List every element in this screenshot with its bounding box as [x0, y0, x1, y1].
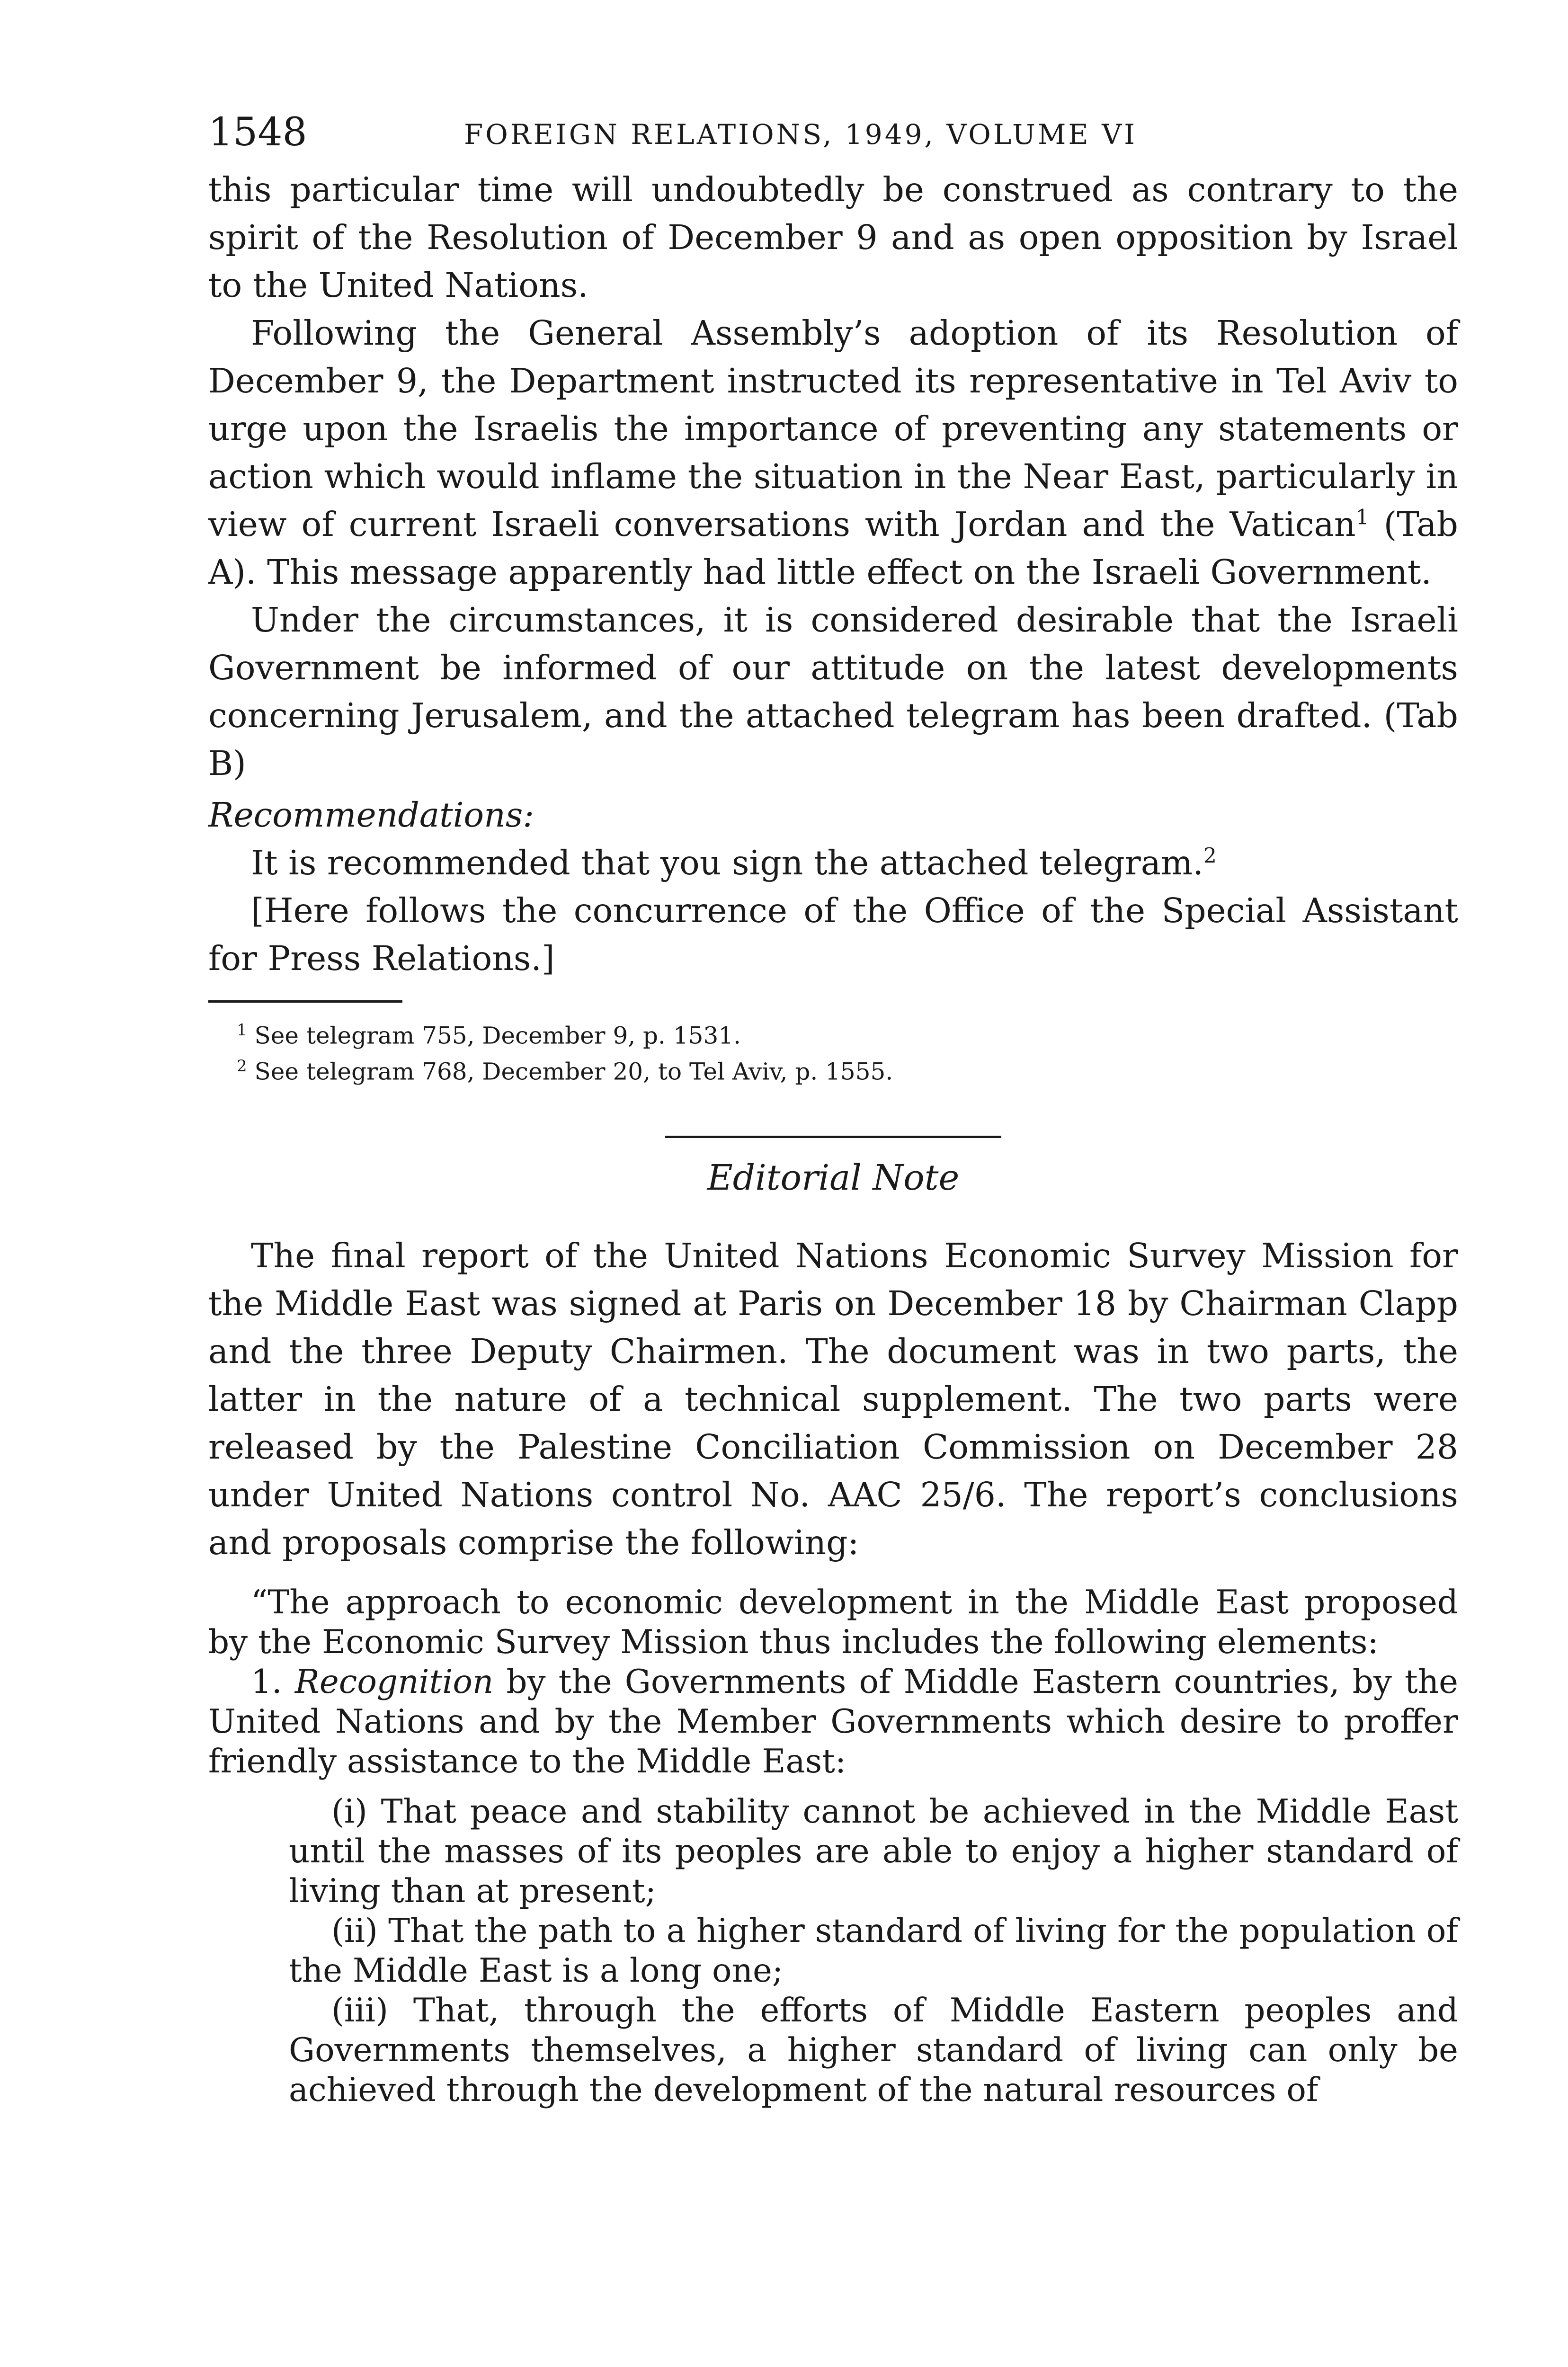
- recommendation-text: It is recommended that you sign the attached telegram.: [251, 843, 1203, 882]
- footnotes: [208, 1015, 1458, 1086]
- editorial-note-title: Editorial Note: [707, 1157, 960, 1199]
- section-divider: [665, 1136, 1001, 1138]
- footnote-marker: 1: [237, 1021, 247, 1040]
- concurrence-note: [Here follows the concurrence of the Office of the Special Assistant for Press Relations.]: [208, 891, 1458, 978]
- footnote-text: See telegram 755, December 9, p. 1531.: [254, 1022, 741, 1050]
- list-item: (i) That peace and stability cannot be achieved in the Middle East until the masses of its peoples are able to enjoy a higher standard of living than at present;: [289, 1793, 1458, 1911]
- running-head: FOREIGN RELATIONS, 1949, VOLUME VI: [464, 118, 1137, 151]
- document-page: [208, 109, 1458, 2110]
- point-1: [208, 1662, 1458, 1781]
- point-italic-term: Recognition: [294, 1663, 494, 1701]
- list-item: (iii) That, through the efforts of Middle Eastern peoples and Governments themselves, a higher standard of living can only be achieved through the development of the natural resources of: [289, 1992, 1458, 2109]
- paragraph-text: Following the General Assembly’s adoption of its Resolution of December 9, the Department instructed its representative in Tel Aviv to urge upon the Israelis the importance of preventing any statements or action which would inflame the situation in the Near East, particularly in view of current Israeli conversations with Jordan and the Vatican: [208, 313, 1458, 544]
- paragraph-tel-aviv-instruction: [208, 309, 1458, 596]
- quote-lead: “The approach to economic development in the Middle East proposed by the Economic Survey Mission thus includes the following elements:: [208, 1584, 1458, 1662]
- page-header: [208, 109, 1458, 161]
- paragraph-text: (Tab A). This message apparently had little effect on the Israeli Government.: [208, 505, 1458, 592]
- footnote-ref-1: 1: [1355, 505, 1369, 530]
- quoted-report: [208, 1583, 1458, 2110]
- point-text: by the Governments of Middle Eastern countries, by the United Nations and by the Member Governments which desire to proffer friendly assistance to the Middle East:: [208, 1663, 1458, 1781]
- editorial-note-intro: The final report of the United Nations Economic Survey Mission for the Middle East was signed at Paris on December 18 by Chairman Clapp and the three Deputy Chairmen. The document was in two parts, the latter in the nature of a technical supplement. The two parts were released by the Palestine Conciliation Commission on December 28 under United Nations control No. AAC 25/6. The report’s conclusions and proposals comprise the following:: [208, 1236, 1458, 1563]
- footnote-2: [208, 1051, 1458, 1087]
- footnote-1: [208, 1015, 1458, 1051]
- recommendation-paragraph: [208, 839, 1458, 887]
- footnote-divider: [208, 1000, 402, 1003]
- footnote-text: See telegram 768, December 20, to Tel Aviv, p. 1555.: [254, 1058, 893, 1086]
- spacer: [208, 1781, 1458, 1792]
- footnote-marker: 2: [237, 1056, 247, 1076]
- footnote-ref-2: 2: [1203, 844, 1217, 868]
- spacer: [208, 1566, 1458, 1583]
- page-number: 1548: [208, 110, 307, 155]
- recommendations-heading: Recommendations:: [208, 795, 535, 835]
- paragraph-continuation: this particular time will undoubtedly be construed as contrary to the spirit of the Resolution of December 9 and as open opposition by Israel to the United Nations.: [208, 170, 1458, 305]
- paragraph-circumstances: Under the circumstances, it is considered desirable that the Israeli Government be informed of our attitude on the latest developments concerning Jerusalem, and the attached telegram has been drafted. (Tab B): [208, 600, 1458, 783]
- point-number: 1.: [251, 1663, 282, 1701]
- list-item: (ii) That the path to a higher standard of living for the population of the Middle East is a long one;: [289, 1912, 1458, 1990]
